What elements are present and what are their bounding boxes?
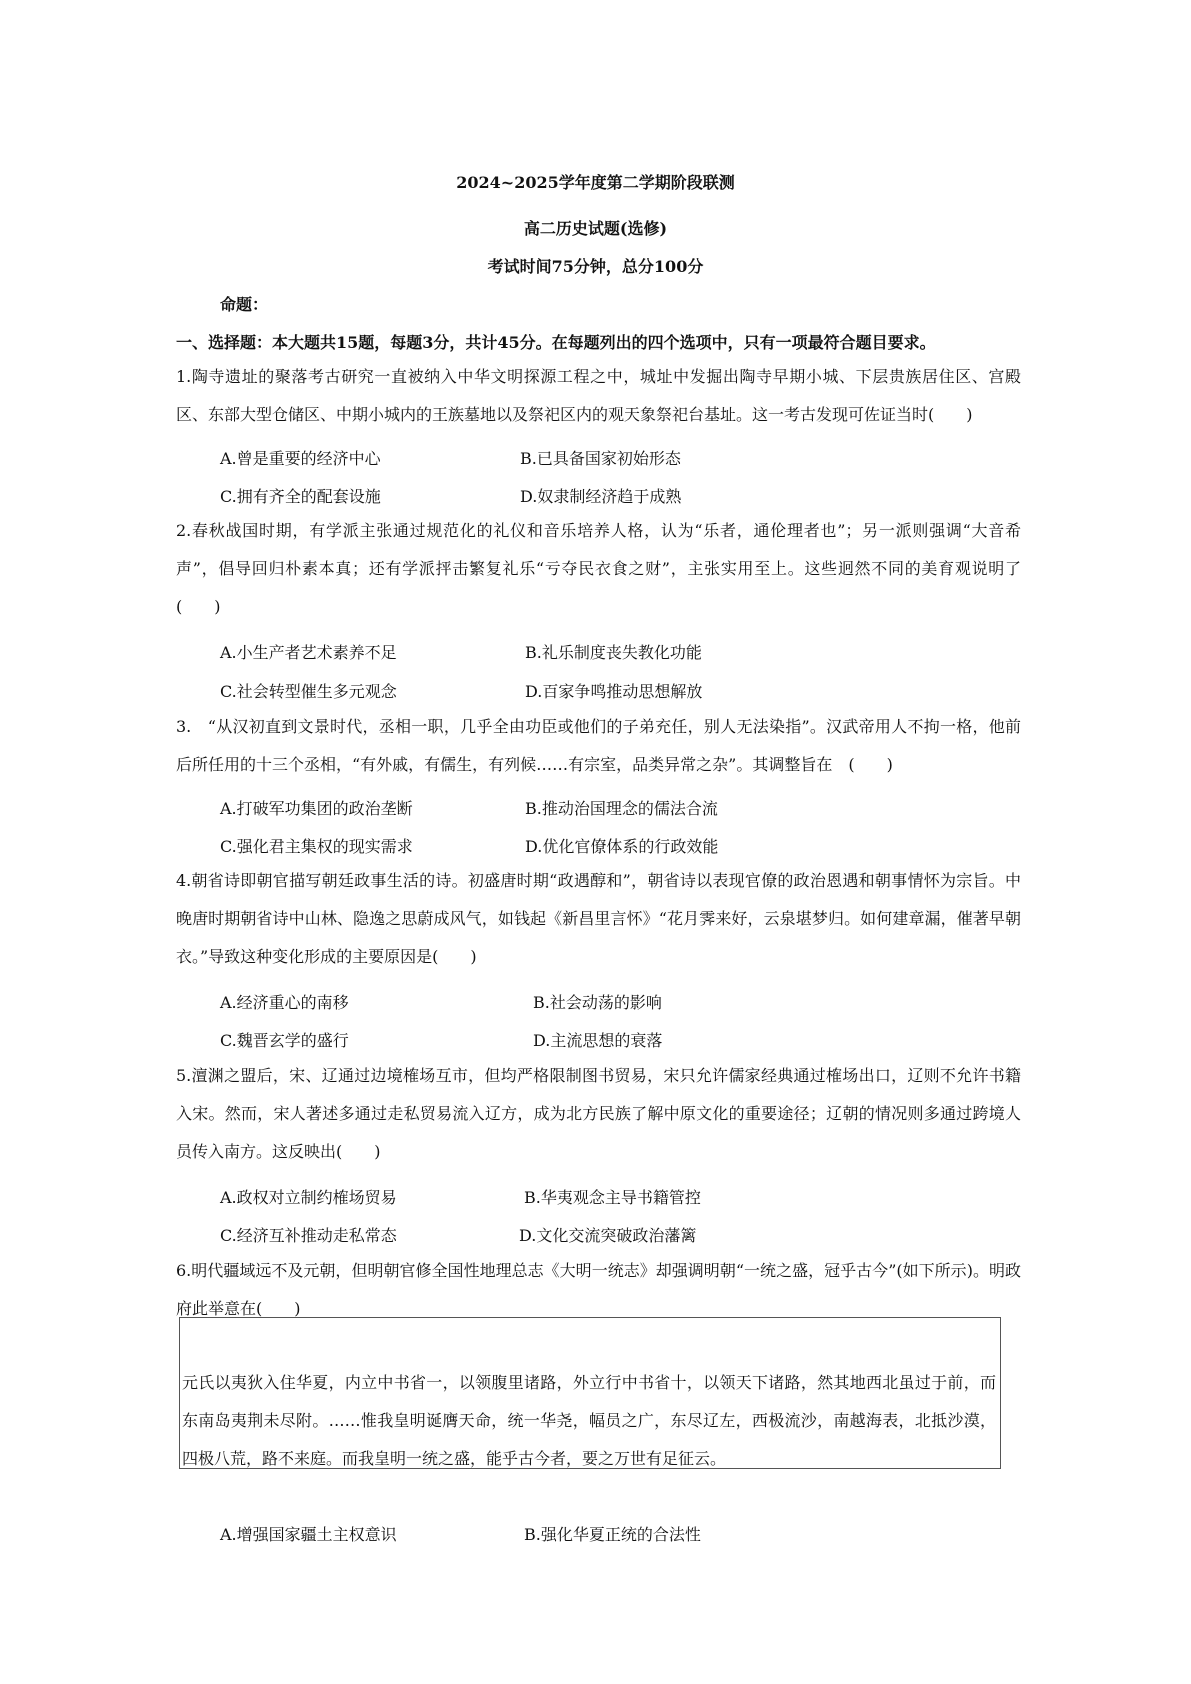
question-4-stem: 4.朝省诗即朝官描写朝廷政事生活的诗。初盛唐时期“政遇醇和”，朝省诗以表现官僚的政治恩遇和朝事情怀为宗旨。中晚唐时期朝省诗中山林、隐逸之思蔚成风气，如钱起《新昌里言怀》“花月霁来好，云泉堪梦归。如何建章漏，催著早朝衣。”导致这种变化形成的主要原因是( ) xyxy=(176,871,1021,966)
question-6-option-b: B.强化华夏正统的合法性 xyxy=(524,1525,701,1544)
question-5-option-d: D.文化交流突破政治藩篱 xyxy=(519,1226,697,1245)
question-4-option-a: A.经济重心的南移 xyxy=(220,993,349,1012)
question-6-option-a: A.增强国家疆土主权意识 xyxy=(220,1525,397,1544)
question-3-option-a: A.打破军功集团的政治垄断 xyxy=(220,799,413,818)
question-2-option-d: D.百家争鸣推动思想解放 xyxy=(525,682,703,701)
question-4-option-d: D.主流思想的衰落 xyxy=(533,1031,663,1050)
question-1-stem: 1.陶寺遗址的聚落考古研究一直被纳入中华文明探源工程之中，城址中发掘出陶寺早期小城、下层贵族居住区、宫殿区、东部大型仓储区、中期小城内的王族墓地以及祭祀区内的观天象祭祀台基址。这一考古发现可佐证当时( ) xyxy=(176,367,1021,424)
question-1-option-a: A.曾是重要的经济中心 xyxy=(220,449,381,468)
question-6-stem: 6.明代疆域远不及元朝，但明朝官修全国性地理总志《大明一统志》却强调明朝“一统之盛，冠乎古今”(如下所示)。明政府此举意在( ) xyxy=(176,1261,1021,1318)
question-5-stem: 5.澶渊之盟后，宋、辽通过边境榷场互市，但均严格限制图书贸易，宋只允许儒家经典通过榷场出口，辽则不允许书籍入宋。然而，宋人著述多通过走私贸易流入辽方，成为北方民族了解中原文化的重要途径；辽朝的情况则多通过跨境人员传入南方。这反映出( ) xyxy=(176,1066,1021,1161)
question-5-option-b: B.华夷观念主导书籍管控 xyxy=(524,1188,701,1207)
question-2-option-b: B.礼乐制度丧失教化功能 xyxy=(525,643,702,662)
question-5-option-a: A.政权对立制约榷场贸易 xyxy=(220,1188,397,1207)
question-4-option-c: C.魏晋玄学的盛行 xyxy=(220,1031,349,1050)
question-2-option-c: C.社会转型催生多元观念 xyxy=(220,682,397,701)
question-3-option-d: D.优化官僚体系的行政效能 xyxy=(525,837,719,856)
quote-box xyxy=(179,1317,1001,1469)
quote-text: 元氏以夷狄入住华夏，内立中书省一，以领腹里诸路，外立行中书省十，以领天下诸路，然其地西北虽过于前，而东南岛夷荆未尽附。……惟我皇明诞膺天命，统一华尧，幅员之广，东尽辽左，西极流沙，南越海表，北抵沙漠，四极八荒，路不来庭。而我皇明一统之盛，能乎古今者，要之万世有足征云。 xyxy=(182,1373,996,1468)
question-2-stem: 2.春秋战国时期，有学派主张通过规范化的礼仪和音乐培养人格，认为“乐者，通伦理者也”；另一派则强调“大音希声”，倡导回归朴素本真；还有学派抨击繁复礼乐“亏夺民衣食之财”，主张实用至上。这些迥然不同的美育观说明了( ) xyxy=(176,521,1021,616)
question-3-stem: 3. “从汉初直到文景时代，丞相一职，几乎全由功臣或他们的子弟充任，别人无法染指”。汉武帝用人不拘一格，他前后所任用的十三个丞相，“有外戚，有儒生，有列候……有宗室，品类异常之杂”。其调整旨在 ( ) xyxy=(176,717,1021,774)
question-3-option-c: C.强化君主集权的现实需求 xyxy=(220,837,413,856)
exam-subtitle: 高二历史试题(选修) xyxy=(523,219,668,238)
exam-info: 考试时间75分钟，总分100分 xyxy=(487,257,704,276)
question-5-option-c: C.经济互补推动走私常态 xyxy=(220,1226,397,1245)
section-heading: 一、选择题：本大题共15题，每题3分，共计45分。在每题列出的四个选项中，只有一项最符合题目要求。 xyxy=(176,333,936,352)
question-1-option-c: C.拥有齐全的配套设施 xyxy=(220,487,381,506)
question-1-option-d: D.奴隶制经济趋于成熟 xyxy=(520,487,682,506)
author-label: 命题： xyxy=(220,295,269,314)
question-3-option-b: B.推动治国理念的儒法合流 xyxy=(525,799,718,818)
exam-title: 2024~2025学年度第二学期阶段联测 xyxy=(456,173,735,192)
question-4-option-b: B.社会动荡的影响 xyxy=(533,993,662,1012)
question-2-option-a: A.小生产者艺术素养不足 xyxy=(220,643,397,662)
question-1-option-b: B.已具备国家初始形态 xyxy=(520,449,681,468)
